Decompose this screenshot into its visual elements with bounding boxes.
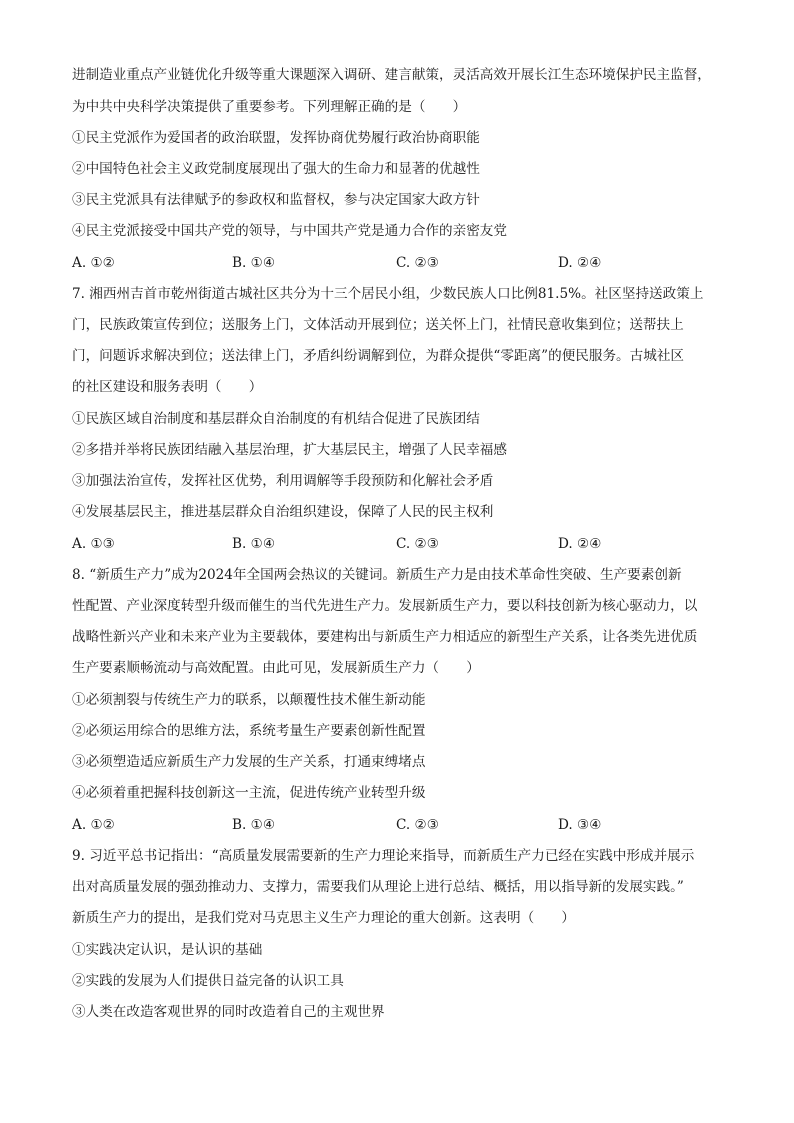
q9-statement-3: ③人类在改造客观世界的同时改造着自己的主观世界	[72, 1004, 385, 1020]
q6-option-d: D. ②④	[558, 255, 602, 271]
q7-stem-line: 门，问题诉求解决到位；送法律上门，矛盾纠纷调解到位，为群众提供“零距离”的便民服务。古城社区	[72, 348, 685, 364]
q6-option-c: C. ②③	[396, 255, 439, 271]
q8-statement-3: ③必须塑造适应新质生产力发展的生产关系，打通束缚堵点	[72, 754, 426, 770]
q8-options	[72, 814, 732, 836]
q7-stem-line: 7. 湘西州吉首市乾州街道古城社区共分为十三个居民小组，少数民族人口比例81.5%。社区坚持送政策上	[72, 286, 704, 302]
q8-option-c: C. ②③	[396, 817, 439, 833]
q6-stem-line: 进制造业重点产业链优化升级等重大课题深入调研、建言献策，灵活高效开展长江生态环境保护民主监督，	[72, 67, 711, 83]
q6-statement-2: ②中国特色社会主义政党制度展现出了强大的生命力和显著的优越性	[72, 161, 480, 177]
q6-options	[72, 252, 732, 274]
q8-statement-4: ④必须着重把握科技创新这一主流，促进传统产业转型升级	[72, 785, 426, 801]
q7-option-b: B. ①④	[232, 536, 276, 552]
q8-stem-line: 8. “新质生产力”成为2024年全国两会热议的关键词。新质生产力是由技术革命性突破、生产要素创新	[72, 567, 682, 583]
q8-statement-2: ②必须运用综合的思维方法，系统考量生产要素创新性配置	[72, 723, 426, 739]
q6-option-b: B. ①④	[232, 255, 276, 271]
q9-stem-line: 新质生产力的提出，是我们党对马克思主义生产力理论的重大创新。这表明（ ）	[72, 910, 575, 926]
q8-stem-line: 战略性新兴产业和未来产业为主要载体，要建构出与新质生产力相适应的新型生产关系，让各类先进优质	[72, 629, 698, 645]
q8-stem-line: 性配置、产业深度转型升级而催生的当代先进生产力。发展新质生产力，要以科技创新为核心驱动力，以	[72, 598, 698, 614]
q9-stem-line: 9. 习近平总书记指出：“高质量发展需要新的生产力理论来指导，而新质生产力已经在实践中形成并展示	[72, 848, 695, 864]
q7-options	[72, 533, 732, 555]
q9-statement-1: ①实践决定认识，是认识的基础	[72, 942, 263, 958]
q7-stem-line: 门，民族政策宣传到位；送服务上门，文体活动开展到位；送关怀上门，社情民意收集到位；送帮扶上	[72, 317, 684, 333]
q7-statement-1: ①民族区域自治制度和基层群众自治制度的有机结合促进了民族团结	[72, 411, 480, 427]
q6-stem-line: 为中共中央科学决策提供了重要参考。下列理解正确的是（ ）	[72, 99, 467, 115]
q9-statement-2: ②实践的发展为人们提供日益完备的认识工具	[72, 973, 344, 989]
q7-stem-line: 的社区建设和服务表明（ ）	[72, 379, 263, 395]
q8-statement-1: ①必须割裂与传统生产力的联系，以颠覆性技术催生新动能	[72, 692, 426, 708]
q8-option-a: A. ①②	[72, 817, 115, 833]
q8-option-b: B. ①④	[232, 817, 276, 833]
q8-stem-line: 生产要素顺畅流动与高效配置。由此可见，发展新质生产力（ ）	[72, 660, 480, 676]
q7-statement-4: ④发展基层民主，推进基层群众自治组织建设，保障了人民的民主权利	[72, 504, 494, 520]
q7-statement-2: ②多措并举将民族团结融入基层治理，扩大基层民主，增强了人民幸福感	[72, 442, 507, 458]
q9-stem-line: 出对高质量发展的强劲推动力、支撑力，需要我们从理论上进行总结、概括，用以指导新的发展实践。”	[72, 879, 684, 895]
q6-option-a: A. ①②	[72, 255, 115, 271]
q7-statement-3: ③加强法治宣传，发挥社区优势，利用调解等手段预防和化解社会矛盾	[72, 473, 494, 489]
q8-option-d: D. ③④	[558, 817, 602, 833]
q7-option-a: A. ①③	[72, 536, 115, 552]
q7-option-d: D. ②④	[558, 536, 602, 552]
q7-option-c: C. ②③	[396, 536, 439, 552]
q6-statement-1: ①民主党派作为爱国者的政治联盟，发挥协商优势履行政治协商职能	[72, 130, 480, 146]
q6-statement-3: ③民主党派具有法律赋予的参政权和监督权，参与决定国家大政方针	[72, 192, 480, 208]
q6-statement-4: ④民主党派接受中国共产党的领导，与中国共产党是通力合作的亲密友党	[72, 223, 507, 239]
